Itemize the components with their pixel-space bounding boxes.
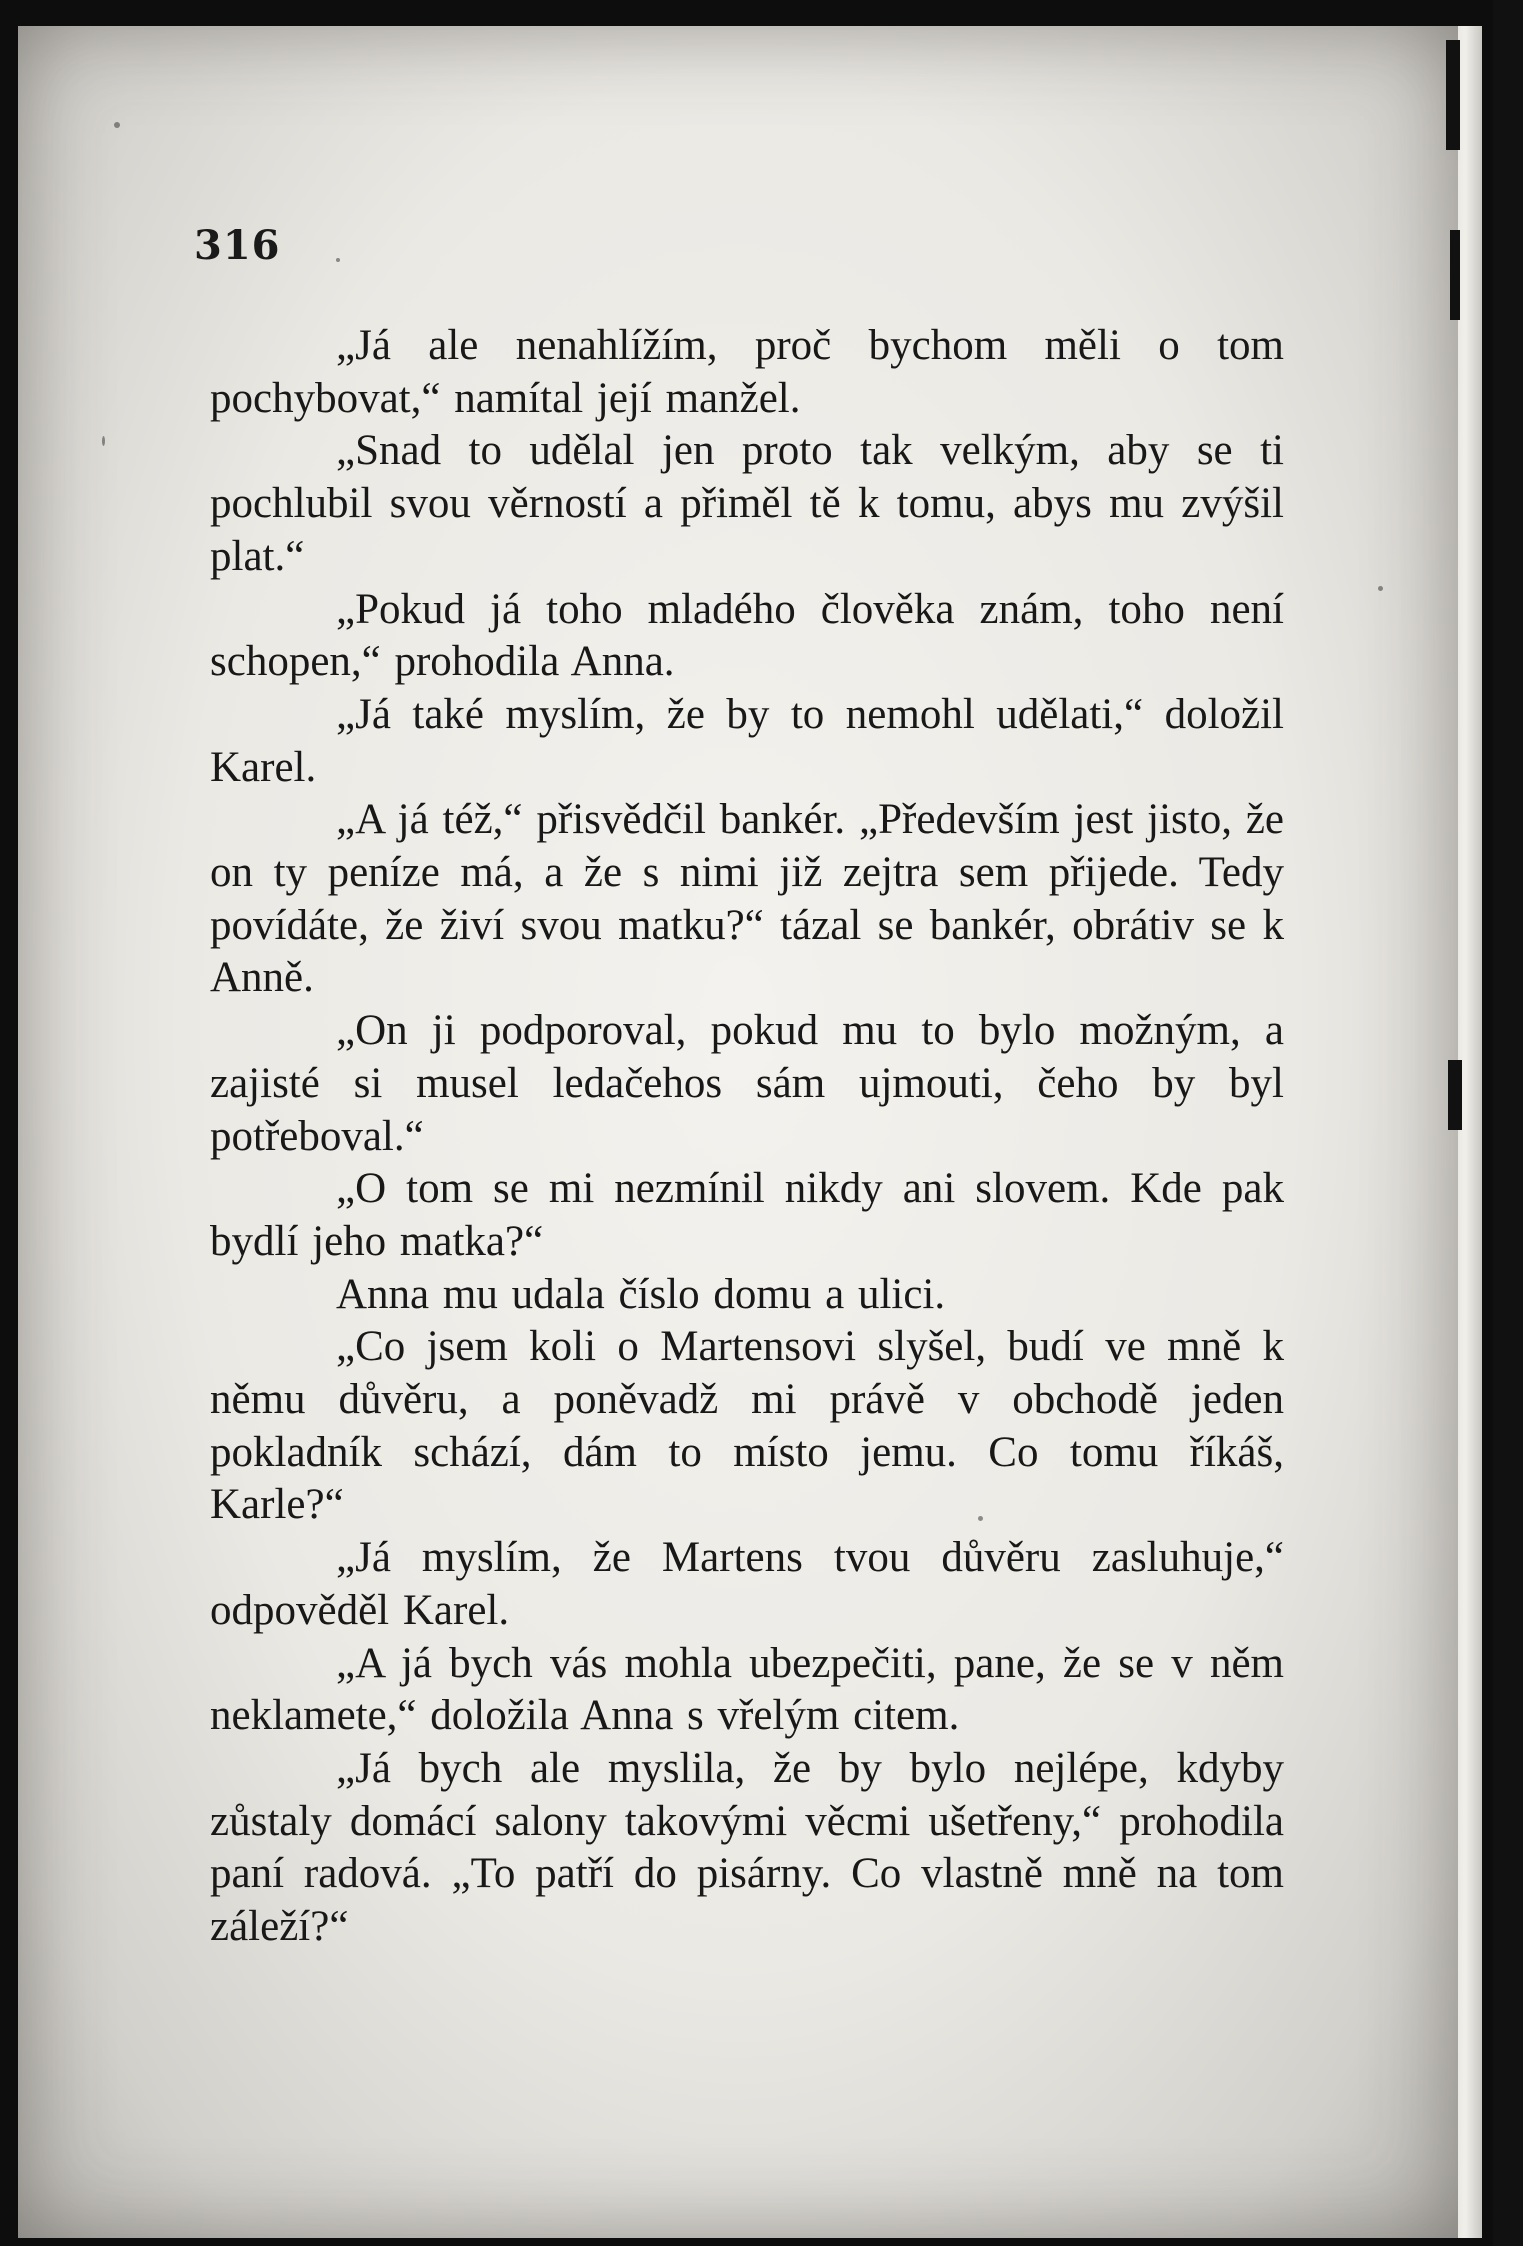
paragraph: „Já myslím, že Martens tvou důvěru zasluhuje,“ odpověděl Karel. (210, 1534, 1284, 1634)
paragraph: „Já bych ale myslila, že by bylo nejlépe, kdyby zůstaly domácí salony takovými věcmi ušetřeny,“ prohodila paní radová. „To patří do pisárny. Co vlastně mně na tom záleží?“ (210, 1744, 1284, 1951)
binding-mark (1448, 1060, 1462, 1130)
paragraph: „Pokud já toho mladého člověka znám, toho není schopen,“ prohodila Anna. (210, 585, 1284, 686)
paragraph: „A já též,“ přisvědčil bankér. „Především jest jisto, že on ty peníze má, a že s nimi již zejtra sem přijede. Tedy povídáte, že živí svou matku?“ tázal se bankér, obrátiv se k Anně. (210, 796, 1284, 1002)
paper-speck (114, 122, 120, 128)
paragraph: „Já také myslím, že by to nemohl udělati,“ doložil Karel. (210, 690, 1284, 791)
paragraph: „On ji podporoval, pokud mu to bylo možným, a zajisté si musel ledačehos sám ujmouti, čeho by byl potřeboval.“ (210, 1007, 1284, 1160)
paragraph: „Co jsem koli o Martensovi slyšel, budí ve mně k němu důvěru, a poněvadž mi právě v obchodě jeden pokladník schází, dám to místo jemu. Co tomu říkáš, Karle?“ (210, 1323, 1284, 1529)
body-text (210, 320, 1284, 1954)
paragraph: Anna mu udala číslo domu a ulici. (336, 1270, 946, 1318)
paper-speck (102, 436, 105, 446)
paragraph: „Snad to udělal jen proto tak velkým, aby se ti pochlubil svou věrností a přiměl tě k tomu, abys mu zvýšil plat.“ (210, 427, 1284, 580)
book-binding-shadow (1493, 0, 1523, 2246)
paper-speck (336, 258, 340, 262)
paper-speck (1378, 586, 1383, 591)
paragraph: „O tom se mi nezmínil nikdy ani slovem. Kde pak bydlí jeho matka?“ (210, 1165, 1284, 1265)
paragraph: „A já bych vás mohla ubezpečiti, pane, že se v něm neklamete,“ doložila Anna s vřelým citem. (210, 1639, 1284, 1740)
page-number: 316 (194, 222, 281, 269)
book-page (18, 26, 1458, 2238)
binding-mark (1450, 230, 1460, 320)
binding-mark (1446, 40, 1460, 150)
paragraph: „Já ale nenahlížím, proč bychom měli o tom pochybovat,“ namítal její manžel. (210, 322, 1284, 422)
